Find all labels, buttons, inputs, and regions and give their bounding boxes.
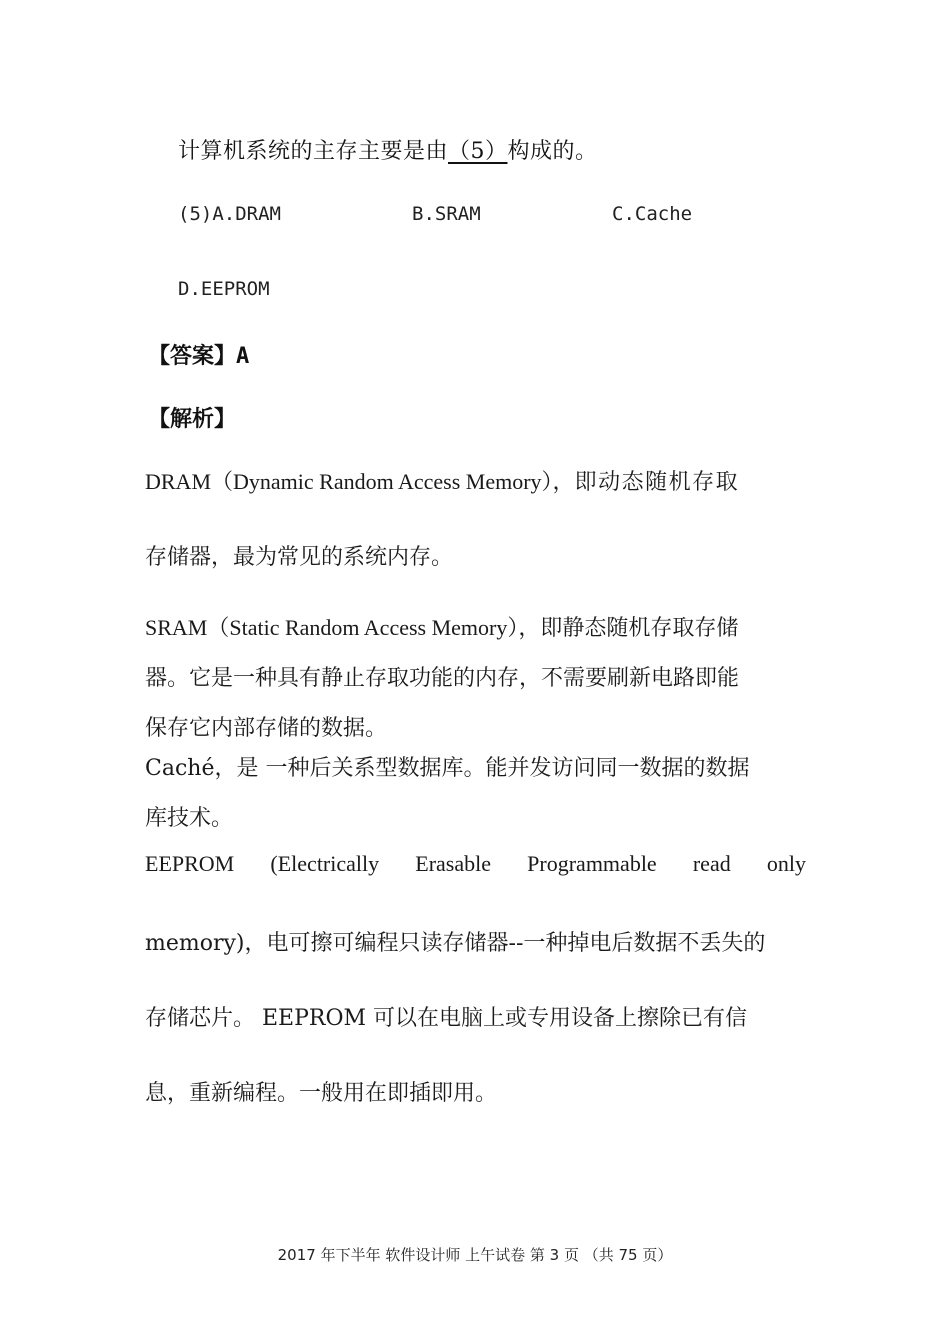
page-footer: 2017 年下半年 软件设计师 上午试卷 第 3 页 （共 75 页） bbox=[277, 1246, 673, 1264]
eeprom-word-4: Programmable bbox=[527, 851, 657, 876]
eeprom-line-1 bbox=[145, 851, 806, 926]
question-blank: （5） bbox=[448, 139, 508, 164]
dram-term: DRAM（Dynamic Random Access Memory）， bbox=[145, 469, 575, 494]
eeprom-word-6: only bbox=[766, 851, 806, 876]
cache-line-1: Caché，是 一种后关系型数据库。能并发访问同一数据的数据 bbox=[145, 756, 750, 781]
sram-line-1 bbox=[145, 603, 806, 654]
dram-line-2: 存储器，最为常见的系统内存。 bbox=[145, 545, 454, 570]
eeprom-word-2: (Electrically bbox=[270, 851, 380, 876]
dram-line-1 bbox=[145, 465, 806, 540]
answer-label: 【答案】 bbox=[148, 343, 237, 369]
question-stem bbox=[178, 134, 598, 165]
eeprom-line-3: 存储芯片。 EEPROM 可以在电脑上或专用设备上擦除已有信 bbox=[145, 1006, 748, 1031]
eeprom-paragraph bbox=[145, 851, 806, 1107]
sram-paragraph bbox=[145, 603, 806, 754]
option-b: B.SRAM bbox=[412, 203, 481, 225]
dram-desc: 即动态随机存取 bbox=[574, 470, 740, 495]
option-d: D.EEPROM bbox=[178, 278, 270, 300]
eeprom-word-1: EEPROM bbox=[145, 851, 235, 876]
cache-line-2: 库技术。 bbox=[145, 806, 234, 831]
option-a: (5)A.DRAM bbox=[178, 203, 281, 225]
analysis-heading: 【解析】 bbox=[148, 406, 237, 432]
sram-term: SRAM（Static Random Access Memory）， bbox=[145, 615, 541, 640]
option-c: C.Cache bbox=[612, 203, 693, 225]
sram-desc: 即静态随机存取存储 bbox=[540, 616, 739, 641]
sram-line-2: 器。它是一种具有静止存取功能的内存，不需要刷新电路即能 bbox=[145, 666, 740, 691]
sram-line-3: 保存它内部存储的数据。 bbox=[145, 716, 388, 741]
question-stem-after: 构成的。 bbox=[507, 139, 598, 164]
eeprom-line-4: 息，重新编程。一般用在即插即用。 bbox=[145, 1081, 498, 1106]
question-stem-before: 计算机系统的主存主要是由 bbox=[178, 139, 449, 164]
dram-paragraph bbox=[145, 465, 806, 571]
cache-paragraph bbox=[145, 744, 806, 844]
eeprom-word-5: read bbox=[692, 851, 731, 876]
eeprom-line-2: memory)，电可擦可编程只读存储器--一种掉电后数据不丢失的 bbox=[145, 931, 766, 956]
answer-heading bbox=[148, 339, 249, 370]
answer-value: A bbox=[236, 344, 250, 369]
eeprom-word-3: Erasable bbox=[415, 851, 492, 876]
